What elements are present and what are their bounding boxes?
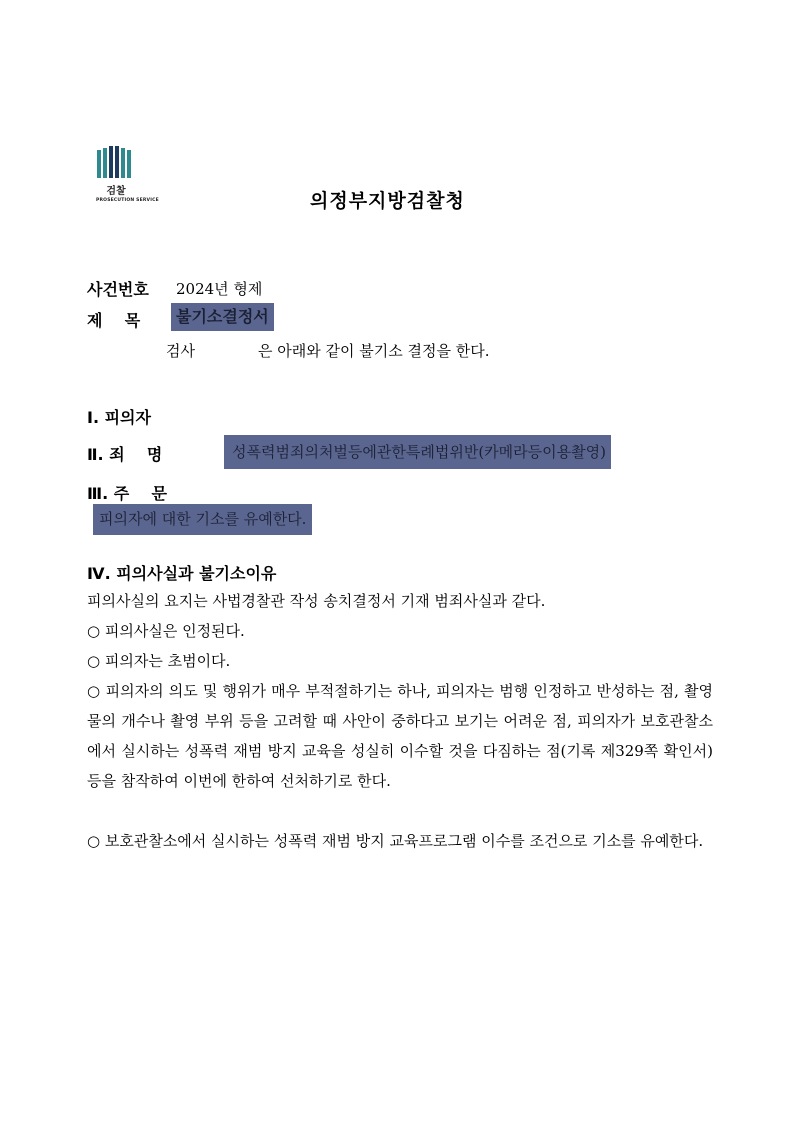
body-line-3: ○ 피의자는 초범이다.: [87, 652, 231, 670]
case-number-value: 2024년 형제: [176, 280, 263, 298]
body-line-1: 피의사실의 요지는 사법경찰관 작성 송치결정서 기재 범죄사실과 같다.: [87, 592, 546, 610]
subject-value: 불기소결정서: [171, 303, 274, 331]
body-paragraph-2: ○ 보호관찰소에서 실시하는 성폭력 재범 방지 교육프로그램 이수를 조건으로 기소를 유예한다.: [87, 832, 704, 850]
body-paragraph-1: ○ 피의자의 의도 및 행위가 매우 부적절하기는 하나, 피의자는 범행 인정하고 반성하는 점, 촬영물의 개수나 촬영 부위 등을 고려할 때 사안이 중하다고 보기는 어려운 점, 피의자가 보호관찰소에서 실시하는 성폭력 재범 방지 교육을 성실히 이수할 것을 다짐하는 점(기록 제329쪽 확인서) 등을 참작하여 이번에 한하여 선처하기로 한다.: [87, 682, 713, 790]
disposition-text: 피의자에 대한 기소를 유예한다.: [93, 504, 312, 535]
prosecution-logo: [96, 146, 159, 204]
section-3-heading: Ⅲ. 주 문: [87, 484, 167, 503]
offense-name: 성폭력범죄의처벌등에관한특례법위반(카메라등이용촬영): [224, 435, 611, 469]
body-line-2: ○ 피의사실은 인정된다.: [87, 622, 245, 640]
section-2-heading: Ⅱ. 죄 명: [87, 445, 163, 464]
intro-prefix: 검사: [166, 342, 195, 360]
section-1-heading: Ⅰ. 피의자: [87, 408, 151, 427]
intro-text: 은 아래와 같이 불기소 결정을 한다.: [258, 342, 490, 360]
subject-label: 제 목: [87, 311, 141, 330]
logo-english-text: PROSECUTION SERVICE: [96, 198, 159, 203]
section-4-heading: Ⅳ. 피의사실과 불기소이유: [87, 564, 277, 583]
logo-korean-text: 검찰: [106, 186, 126, 197]
logo-emblem-icon: [97, 146, 135, 178]
case-number-label: 사건번호: [87, 280, 149, 299]
office-title: 의정부지방검찰청: [310, 190, 465, 212]
